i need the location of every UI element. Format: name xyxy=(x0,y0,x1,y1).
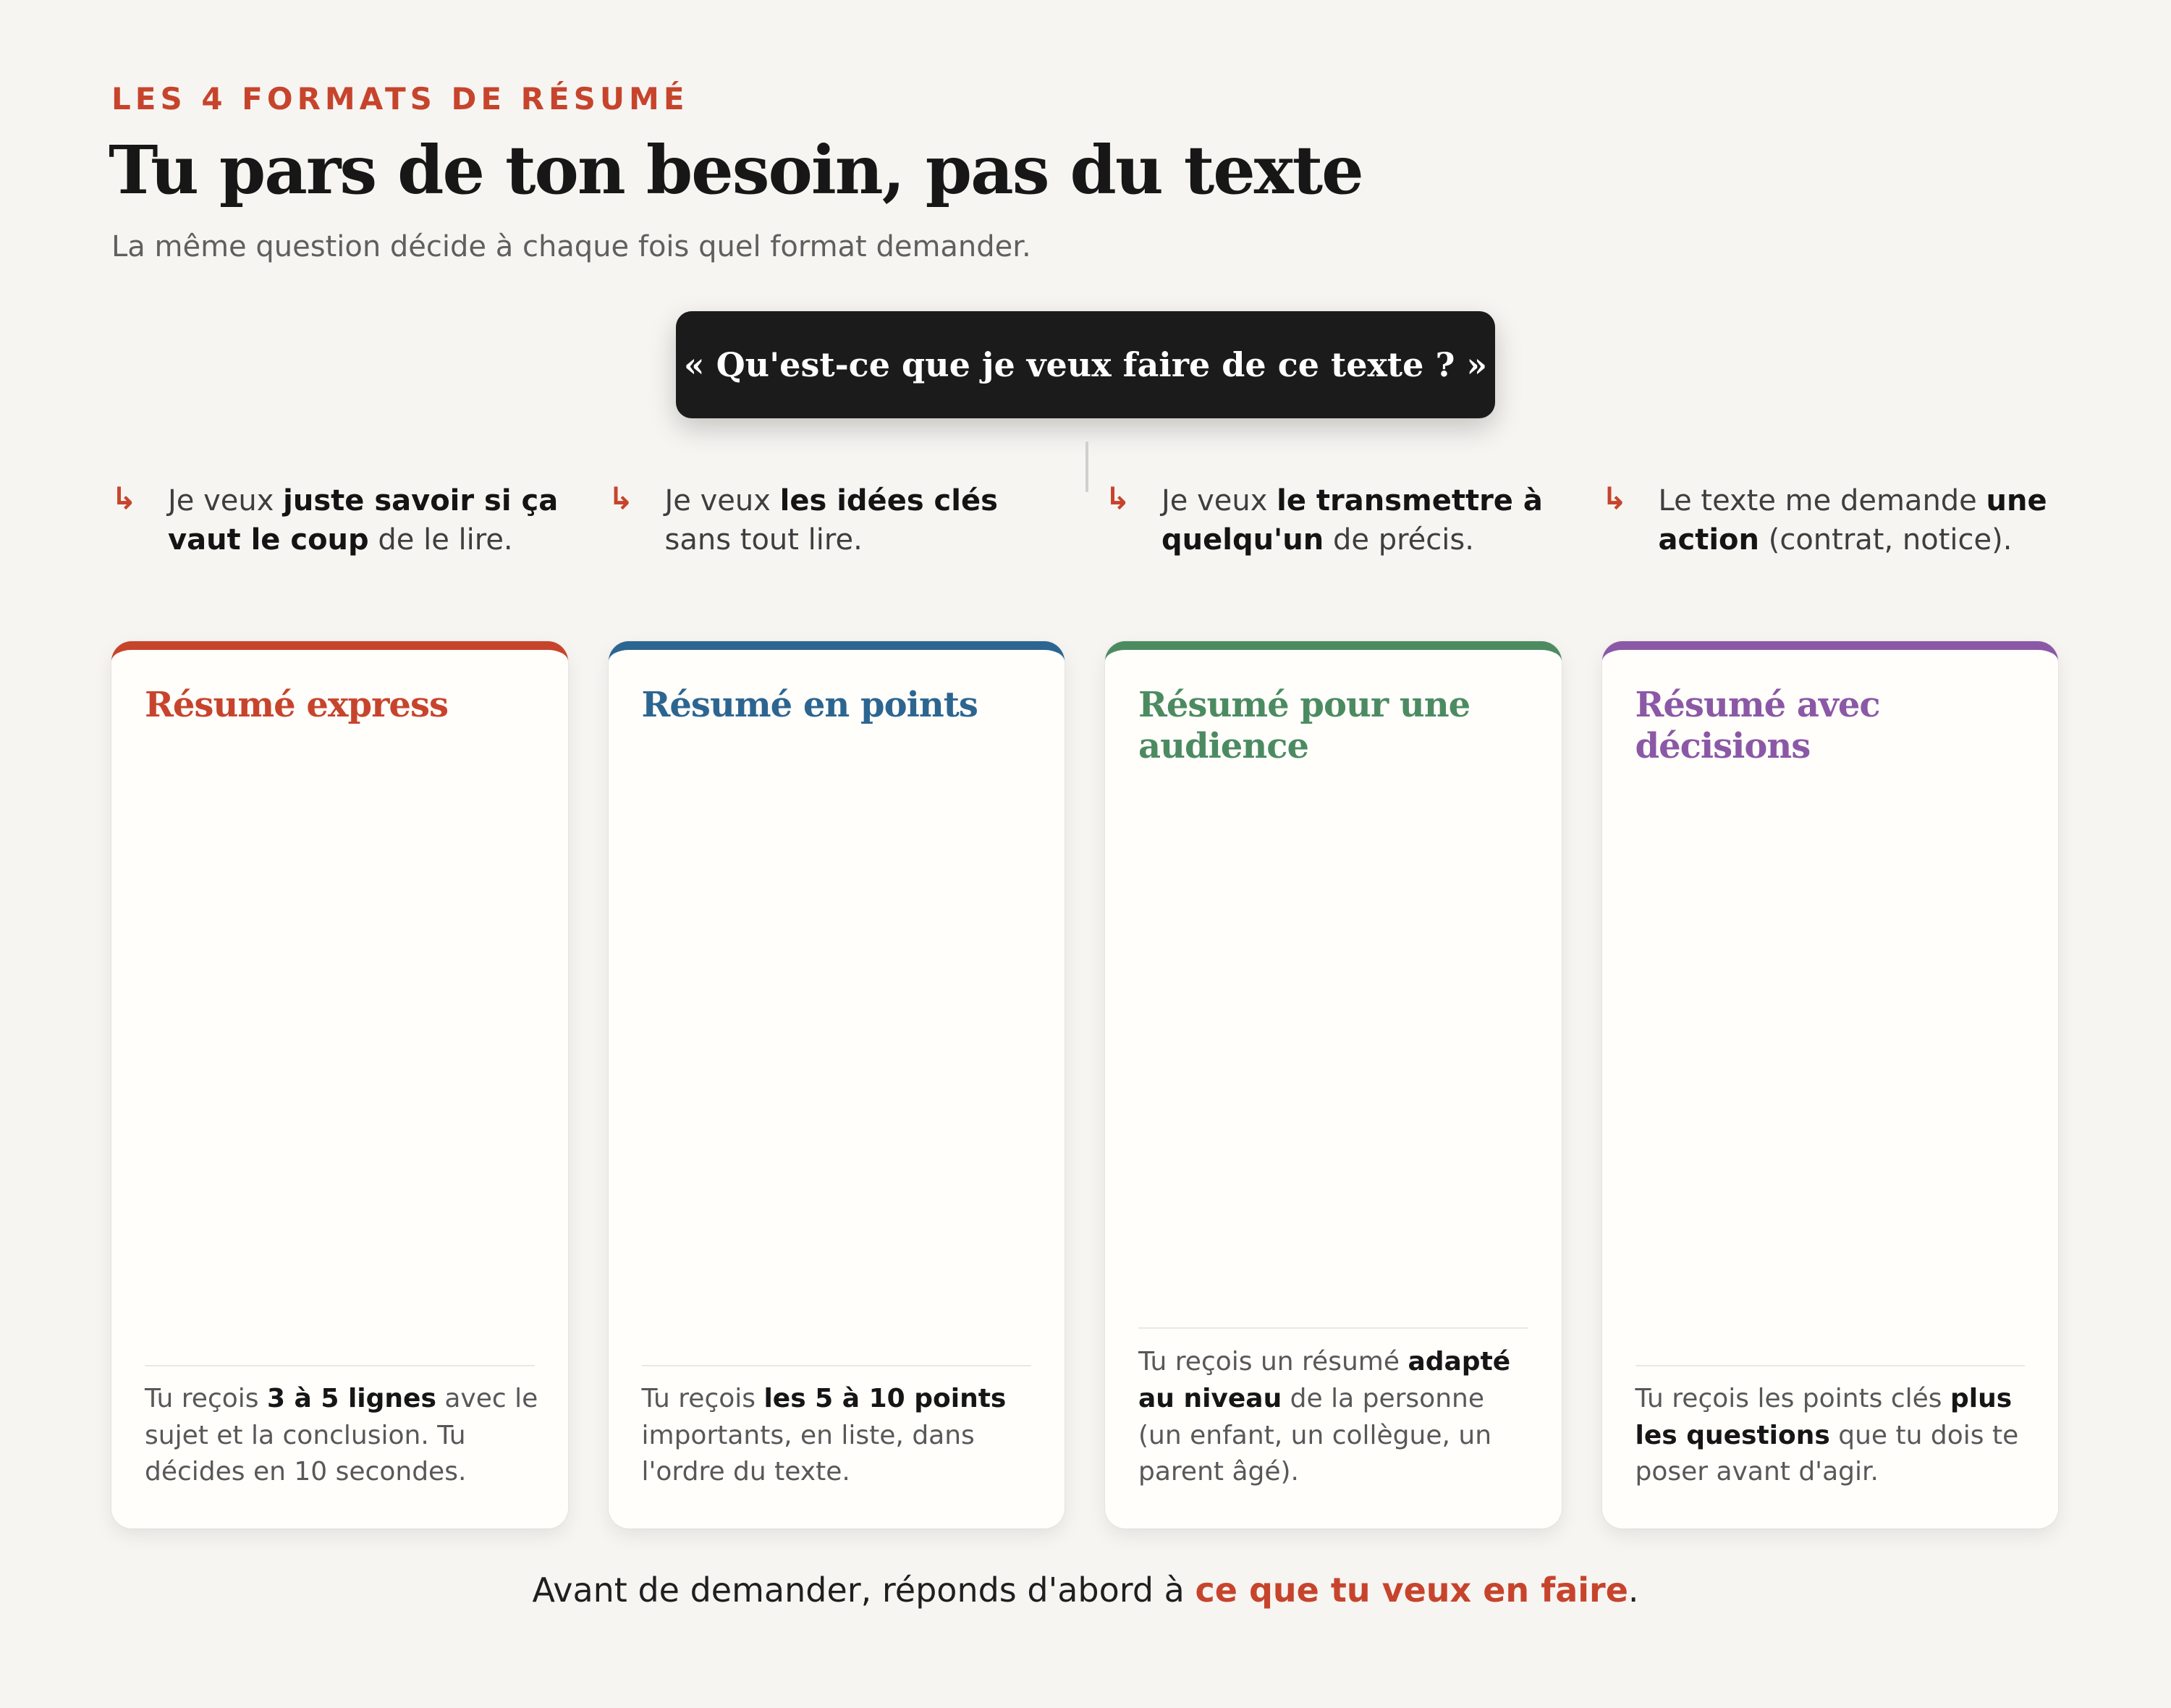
card-description-emphasis: 3 à 5 lignes xyxy=(266,1383,436,1413)
card-divider xyxy=(1635,1365,2026,1366)
card-title: Résumé en points xyxy=(641,685,978,725)
arrow-return-icon: ↳ xyxy=(1601,481,1628,516)
footer-prefix: Avant de demander, réponds d'abord à xyxy=(532,1570,1195,1610)
card-description-suffix: de la personne (un enfant, un collègue, un parent âgé). xyxy=(1138,1383,1492,1487)
card-description xyxy=(1138,1344,1533,1491)
central-question-box xyxy=(676,311,1495,418)
card-description-suffix: avec le sujet et la conclusion. Tu décides en 10 secondes. xyxy=(145,1383,538,1487)
need-text-suffix: (contrat, notice). xyxy=(1759,523,2013,557)
need-text-emphasis: une action xyxy=(1658,484,2047,557)
need-item-points xyxy=(609,482,1065,559)
needs-row xyxy=(111,482,2058,559)
card-description xyxy=(145,1381,539,1491)
card-description-suffix: importants, en liste, dans l'ordre du texte. xyxy=(641,1420,975,1487)
card-title: Résumé pour une audience xyxy=(1138,685,1470,766)
need-text-prefix: Je veux xyxy=(168,484,284,517)
need-text-prefix: Le texte me demande xyxy=(1658,484,1986,517)
card-description-prefix: Tu reçois les points clés xyxy=(1635,1383,1950,1413)
eyebrow-title: LES 4 FORMATS DE RÉSUMÉ xyxy=(111,81,689,117)
card-title: Résumé express xyxy=(145,685,448,725)
format-cards xyxy=(111,641,2058,1529)
need-text-suffix: de précis. xyxy=(1324,523,1474,557)
card-resume-decisions xyxy=(1602,641,2059,1529)
page-title: Tu pars de ton besoin, pas du texte xyxy=(109,131,1363,209)
card-description-emphasis: les 5 à 10 points xyxy=(763,1383,1007,1413)
footer-suffix: . xyxy=(1628,1570,1639,1610)
footer-summary xyxy=(0,1570,2171,1610)
need-text-suffix: sans tout lire. xyxy=(664,523,863,557)
card-resume-audience xyxy=(1105,641,1562,1529)
card-resume-express xyxy=(111,641,568,1529)
need-text-emphasis: le transmettre à quelqu'un xyxy=(1161,484,1543,557)
need-text-prefix: Je veux xyxy=(1161,484,1277,517)
need-text-prefix: Je veux xyxy=(664,484,780,517)
card-divider xyxy=(642,1365,1032,1366)
need-text-suffix: de le lire. xyxy=(368,523,513,557)
arrow-return-icon: ↳ xyxy=(111,481,137,516)
footer-highlight: ce que tu veux en faire xyxy=(1195,1570,1628,1610)
central-question-text: « Qu'est-ce que je veux faire de ce texte ? » xyxy=(683,345,1488,384)
card-description-prefix: Tu reçois xyxy=(641,1383,764,1413)
card-description-emphasis: plus les questions xyxy=(1635,1383,2013,1450)
card-description xyxy=(642,1381,1036,1491)
card-title: Résumé avec décisions xyxy=(1635,685,1880,766)
arrow-return-icon: ↳ xyxy=(608,481,634,516)
card-description-suffix: que tu dois te poser avant d'agir. xyxy=(1635,1420,2019,1487)
need-text-emphasis: juste savoir si ça vaut le coup xyxy=(168,484,559,557)
card-divider xyxy=(145,1365,535,1366)
card-description-prefix: Tu reçois xyxy=(145,1383,267,1413)
arrow-return-icon: ↳ xyxy=(1105,481,1131,516)
card-description-emphasis: adapté au niveau xyxy=(1138,1347,1511,1413)
card-divider xyxy=(1138,1327,1528,1329)
page-subtitle: La même question décide à chaque fois quel format demander. xyxy=(111,230,1031,263)
need-text-emphasis: les idées clés xyxy=(779,484,998,517)
need-item-express xyxy=(111,482,568,559)
card-description xyxy=(1635,1381,2030,1491)
card-description-prefix: Tu reçois un résumé xyxy=(1138,1347,1408,1377)
need-item-decisions xyxy=(1602,482,2059,559)
card-resume-points xyxy=(609,641,1065,1529)
need-item-audience xyxy=(1105,482,1562,559)
